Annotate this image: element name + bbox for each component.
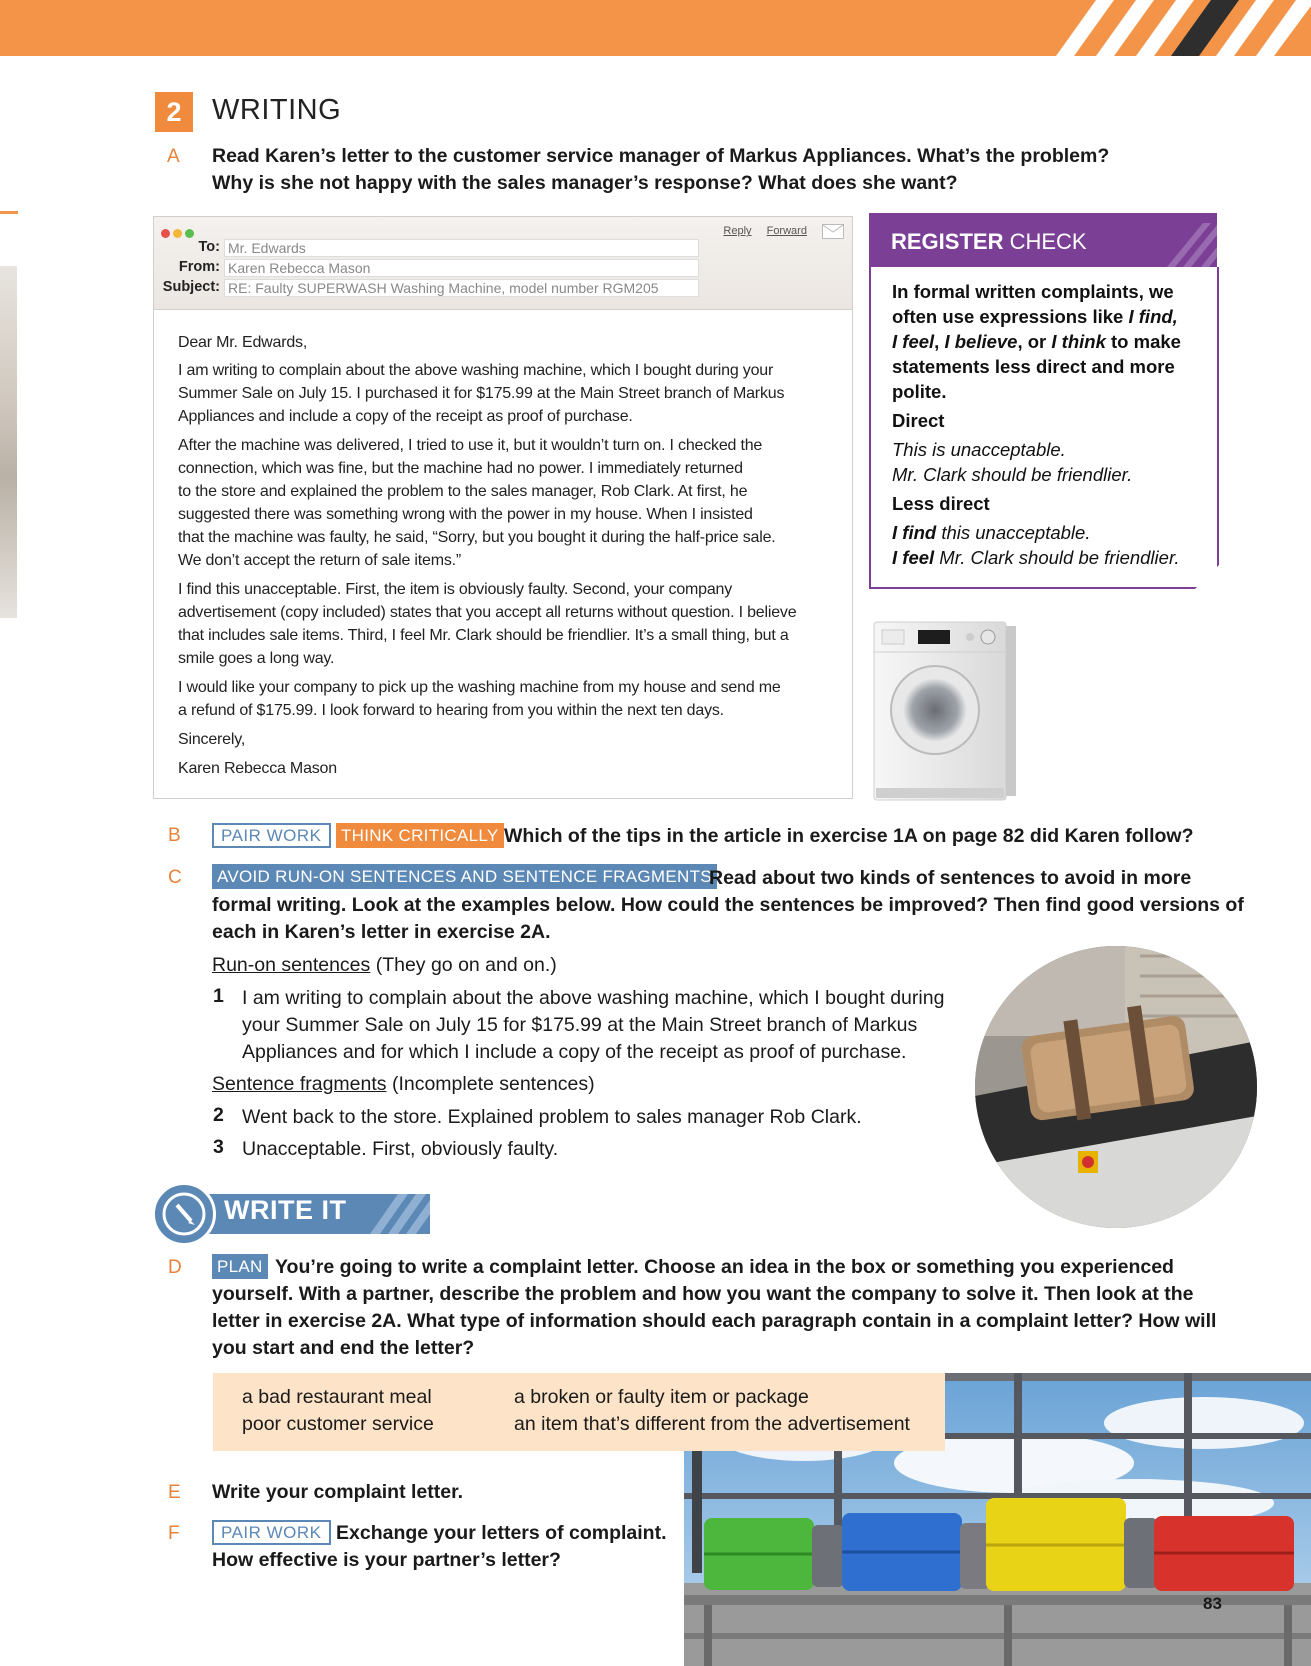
instruction-line: formal writing. Look at the examples below. How could the sentences be improved? Then find good versions of xyxy=(212,894,1244,916)
less-direct-heading: Less direct xyxy=(892,493,990,514)
item-number: 1 xyxy=(213,985,224,1007)
letter-line: After the machine was delivered, I tried to use it, but it wouldn’t turn on. I checked the xyxy=(178,437,763,454)
close-dot-icon[interactable] xyxy=(161,229,170,238)
idea-item: a broken or faulty item or package xyxy=(514,1386,809,1408)
corner-cut xyxy=(1195,565,1219,589)
letter-line: I find this unacceptable. First, the item is obviously faulty. Second, your company xyxy=(178,581,733,598)
email-window xyxy=(153,216,853,799)
subject-field[interactable]: RE: Faulty SUPERWASH Washing Machine, model number RGM205 xyxy=(224,279,699,297)
letter-line: I would like your company to pick up the washing machine from my house and send me xyxy=(178,679,781,696)
pen-icon xyxy=(152,1182,216,1246)
intro-text: often use expressions like xyxy=(892,306,1129,327)
run-on-example xyxy=(242,985,944,1066)
heading-note: (Incomplete sentences) xyxy=(386,1073,595,1095)
exercise-a-letter: A xyxy=(167,146,180,167)
exercise-c-instruction xyxy=(212,892,1244,946)
letter-line: that includes sale items. Third, I feel Mr. Clark should be friendlier. It’s a small thing, but a xyxy=(178,627,789,644)
intro-text: polite. xyxy=(892,381,947,402)
write-it-banner xyxy=(152,1182,430,1246)
intro-italic: I feel xyxy=(892,331,935,352)
stripe-decoration xyxy=(360,1194,430,1234)
edge-photo xyxy=(0,266,17,618)
avoid-run-on-tag: AVOID RUN-ON SENTENCES AND SENTENCE FRAGMENTS xyxy=(212,864,717,889)
exercise-f-instruction: How effective is your partner’s letter? xyxy=(212,1549,561,1571)
instruction-line: each in Karen’s letter in exercise 2A. xyxy=(212,921,551,943)
letter-line: to the store and explained the problem to the sales manager, Rob Clark. At first, he xyxy=(178,483,748,500)
exercise-c-instruction-start: Read about two kinds of sentences to avoid in more xyxy=(709,867,1192,889)
instruction-line: Read Karen’s letter to the customer service manager of Markus Appliances. What’s the problem? xyxy=(212,145,1110,167)
intro-italic: I think xyxy=(1051,331,1106,352)
idea-item: poor customer service xyxy=(242,1413,434,1435)
paragraph-1 xyxy=(178,359,838,428)
example-rest: Mr. Clark should be friendlier. xyxy=(934,547,1180,568)
intro-text: to make xyxy=(1105,331,1181,352)
page-number: 83 xyxy=(1203,1594,1222,1613)
direct-example: This is unacceptable. xyxy=(892,439,1066,460)
letter-line: Appliances and include a copy of the receipt as proof of purchase. xyxy=(178,408,633,425)
letter-line: advertisement (copy included) states that you accept all returns without question. I believe xyxy=(178,604,797,621)
washing-machine-image xyxy=(870,610,1020,806)
paragraph-3 xyxy=(178,578,838,670)
exercise-d-instruction-start: You’re going to write a complaint letter. Choose an idea in the box or something you experienced xyxy=(275,1256,1174,1278)
email-actions xyxy=(711,224,844,239)
run-on-heading xyxy=(212,952,557,979)
forward-link[interactable]: Forward xyxy=(766,225,807,238)
register-check-body xyxy=(869,267,1219,589)
instruction-line: letter in exercise 2A. What type of information should each paragraph contain in a complaint letter? How will xyxy=(212,1310,1217,1332)
letter-line: Summer Sale on July 15. I purchased it for $175.99 at the Main Street branch of Markus xyxy=(178,385,785,402)
example-line: Appliances and for which I include a copy of the receipt as proof of purchase. xyxy=(242,1041,907,1063)
exercise-e-letter: E xyxy=(168,1482,181,1503)
register-check-box xyxy=(869,213,1217,595)
fragment-example: Went back to the store. Explained problem to sales manager Rob Clark. xyxy=(242,1106,862,1128)
register-intro xyxy=(892,279,1202,404)
exercise-a-instruction xyxy=(212,143,1109,197)
exercise-b-letter: B xyxy=(168,825,181,846)
paragraph-2 xyxy=(178,434,838,572)
letter-line: a refund of $175.99. I look forward to hearing from you within the next ten days. xyxy=(178,702,724,719)
less-direct-example xyxy=(892,520,1202,545)
exercise-e-instruction: Write your complaint letter. xyxy=(212,1481,464,1503)
heading-note: (They go on and on.) xyxy=(370,954,557,976)
envelope-icon[interactable] xyxy=(822,224,844,239)
direct-heading: Direct xyxy=(892,410,945,431)
intro-text: , or xyxy=(1017,331,1052,352)
to-label: To: xyxy=(198,239,220,255)
write-it-label: WRITE IT xyxy=(224,1195,347,1225)
heading-underlined: Sentence fragments xyxy=(212,1073,387,1095)
letter-line: smile goes a long way. xyxy=(178,650,335,667)
instruction-line: you start and end the letter? xyxy=(212,1337,475,1359)
maximize-dot-icon[interactable] xyxy=(185,229,194,238)
intro-text: statements less direct and more xyxy=(892,356,1175,377)
letter-line: that the machine was faulty, he said, “Sorry, but you bought it during the half-price sale. xyxy=(178,529,776,546)
exercise-f-letter: F xyxy=(168,1523,180,1544)
greeting: Dear Mr. Edwards, xyxy=(178,334,308,351)
paragraph-4 xyxy=(178,676,838,722)
from-label: From: xyxy=(178,259,220,275)
plan-tag: PLAN xyxy=(212,1254,268,1279)
exercise-b-instruction: Which of the tips in the article in exercise 1A on page 82 did Karen follow? xyxy=(504,825,1194,847)
fragment-example: Unacceptable. First, obviously faulty. xyxy=(242,1138,559,1160)
direct-example: Mr. Clark should be friendlier. xyxy=(892,464,1133,485)
example-bold: I find xyxy=(892,522,937,543)
item-number: 3 xyxy=(213,1136,224,1158)
stripe-decoration xyxy=(1011,0,1311,56)
register-check-title xyxy=(891,229,1087,255)
section-number: 2 xyxy=(155,92,193,132)
title-rest: CHECK xyxy=(1003,229,1087,254)
letter-line: suggested there was something wrong with the power in my house. When I insisted xyxy=(178,506,753,523)
minimize-dot-icon[interactable] xyxy=(173,229,182,238)
example-line: I am writing to complain about the above washing machine, which I bought during xyxy=(242,987,945,1009)
top-banner xyxy=(0,0,1311,56)
exercise-d-instruction xyxy=(212,1281,1216,1362)
title-bold: REGISTER xyxy=(891,229,1004,254)
to-field[interactable]: Mr. Edwards xyxy=(224,239,699,257)
ideas-box xyxy=(213,1373,945,1451)
exercise-c-letter: C xyxy=(168,867,182,888)
letter-line: We don’t accept the return of sale items.” xyxy=(178,552,461,569)
stripe-decoration xyxy=(1147,213,1217,267)
less-direct-example xyxy=(892,545,1202,570)
email-body xyxy=(178,331,838,786)
letter-line: connection, which was fine, but the machine had no power. I immediately returned xyxy=(178,460,743,477)
pair-work-tag: PAIR WORK xyxy=(212,823,331,848)
idea-item: an item that’s different from the advertisement xyxy=(514,1413,910,1435)
item-number: 2 xyxy=(213,1104,224,1126)
fragments-heading xyxy=(212,1071,595,1098)
example-rest: this unacceptable. xyxy=(936,522,1091,543)
pair-work-tag: PAIR WORK xyxy=(212,1520,331,1545)
instruction-line: Why is she not happy with the sales manager’s response? What does she want? xyxy=(212,172,958,194)
idea-item: a bad restaurant meal xyxy=(242,1386,432,1408)
luggage-carousel-photo xyxy=(975,946,1257,1228)
section-title: WRITING xyxy=(212,94,342,126)
closing: Sincerely, xyxy=(178,731,246,748)
from-field[interactable]: Karen Rebecca Mason xyxy=(224,259,699,277)
example-bold: I feel xyxy=(892,547,935,568)
email-header xyxy=(154,217,852,310)
exercise-f-instruction-start: Exchange your letters of complaint. xyxy=(336,1522,667,1544)
exercise-d-letter: D xyxy=(168,1257,182,1278)
letter-line: I am writing to complain about the above washing machine, which I bought during your xyxy=(178,362,774,379)
reply-link[interactable]: Reply xyxy=(723,225,752,238)
register-check-text xyxy=(892,279,1202,570)
subject-label: Subject: xyxy=(162,279,220,295)
think-critically-tag: THINK CRITICALLY xyxy=(336,823,504,848)
intro-italic: I believe xyxy=(944,331,1018,352)
register-check-header xyxy=(869,213,1217,267)
heading-underlined: Run-on sentences xyxy=(212,954,371,976)
intro-text: , xyxy=(934,331,945,352)
signature: Karen Rebecca Mason xyxy=(178,760,337,777)
example-line: your Summer Sale on July 15 for $175.99 at the Main Street branch of Markus xyxy=(242,1014,918,1036)
intro-text: In formal written complaints, we xyxy=(892,281,1174,302)
intro-italic: I find, xyxy=(1128,306,1178,327)
instruction-line: yourself. With a partner, describe the problem and how you want the company to solve it. Then look at the xyxy=(212,1283,1194,1305)
margin-tick xyxy=(0,211,18,214)
